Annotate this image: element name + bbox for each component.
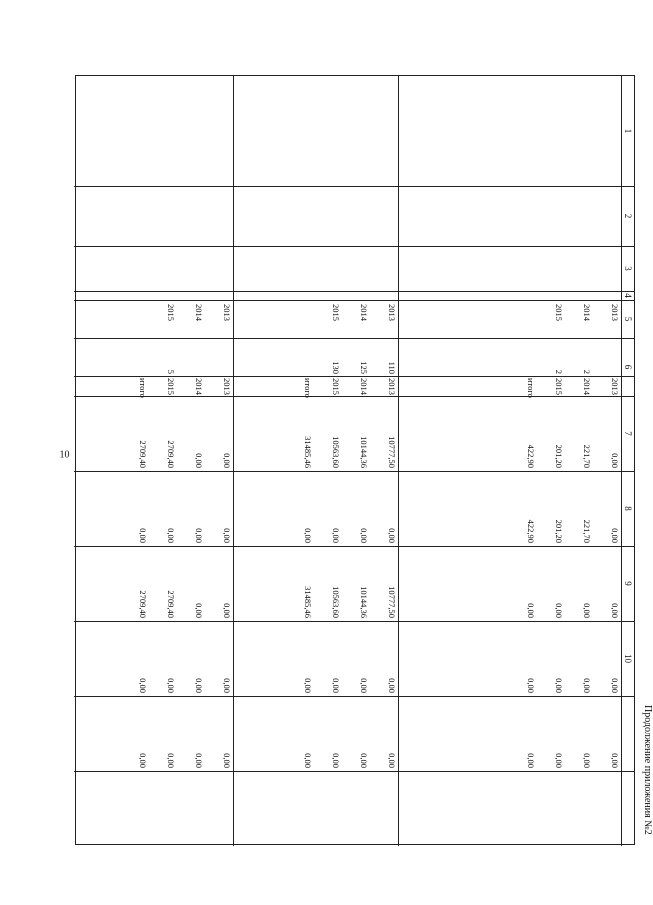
period-cell: 2013 [610, 378, 620, 395]
header-cell: 10 [623, 654, 633, 663]
value-cell: 0,00 [222, 453, 232, 468]
year-cell: 2015 [331, 304, 341, 321]
count-cell: 130 [331, 361, 341, 374]
value-cell: 0,00 [610, 753, 620, 768]
value-cell: 0,00 [387, 528, 397, 543]
period-cell: 2015 [166, 378, 176, 395]
value-cell: 10563,60 [331, 436, 341, 468]
header-cell: 1 [623, 128, 633, 134]
value-cell: 0,00 [526, 678, 536, 693]
value-cell: 0,00 [359, 753, 369, 768]
value-cell: 0,00 [331, 753, 341, 768]
value-cell: 10563,60 [331, 586, 341, 618]
value-cell: 0,00 [138, 678, 148, 693]
year-cell: 2014 [582, 304, 592, 321]
value-cell: 0,00 [222, 603, 232, 618]
year-cell: 2014 [359, 304, 369, 321]
value-cell: 422,90 [526, 519, 536, 543]
value-cell: 31485,46 [303, 586, 313, 618]
value-cell: 0,00 [303, 528, 313, 543]
value-cell: 0,00 [194, 453, 204, 468]
year-cell: 2013 [610, 304, 620, 321]
header-row-line [621, 76, 622, 846]
budget-table [75, 75, 635, 845]
value-cell: 2709,40 [138, 590, 148, 618]
value-cell: 0,00 [138, 753, 148, 768]
value-cell: 0,00 [359, 678, 369, 693]
value-cell: 0,00 [610, 453, 620, 468]
count-cell: 2 [582, 369, 592, 374]
value-cell: 0,00 [194, 678, 204, 693]
period-cell: 2015 [554, 378, 564, 395]
value-cell: 0,00 [222, 678, 232, 693]
row-separator [233, 76, 234, 846]
header-cell: 2 [623, 213, 633, 219]
value-cell: 0,00 [303, 678, 313, 693]
value-cell: 0,00 [610, 528, 620, 543]
header-cell: 5 [623, 316, 633, 322]
period-cell: итого [138, 378, 148, 398]
value-cell: 2709,40 [166, 440, 176, 468]
count-cell: 2 [554, 369, 564, 374]
value-cell: 10777,50 [387, 436, 397, 468]
period-cell: 2013 [222, 378, 232, 395]
value-cell: 0,00 [194, 753, 204, 768]
value-cell: 31485,46 [303, 436, 313, 468]
page-number: 10 [59, 449, 70, 461]
value-cell: 0,00 [194, 603, 204, 618]
value-cell: 0,00 [222, 753, 232, 768]
rotated-table-area [59, 75, 653, 845]
header-cell: 7 [623, 431, 633, 436]
period-cell: итого [526, 378, 536, 398]
year-cell: 2015 [554, 304, 564, 321]
year-cell: 2015 [166, 304, 176, 321]
value-cell: 0,00 [582, 753, 592, 768]
value-cell: 221,70 [582, 444, 592, 468]
year-cell: 2013 [222, 304, 232, 321]
header-cell: 4 [623, 293, 633, 298]
value-cell: 422,90 [526, 444, 536, 468]
year-cell: 2014 [194, 304, 204, 321]
value-cell: 0,00 [526, 753, 536, 768]
value-cell: 0,00 [554, 753, 564, 768]
caption: Продолжение приложения №2 [642, 705, 653, 835]
header-cell: 8 [623, 506, 633, 511]
value-cell: 0,00 [554, 678, 564, 693]
value-cell: 0,00 [331, 528, 341, 543]
value-cell: 201,20 [554, 444, 564, 468]
period-cell: 2013 [387, 378, 397, 395]
value-cell: 0,00 [359, 528, 369, 543]
header-cell: 9 [623, 581, 633, 586]
value-cell: 0,00 [582, 603, 592, 618]
header-cell: 3 [623, 266, 633, 271]
value-cell: 0,00 [222, 528, 232, 543]
value-cell: 221,70 [582, 519, 592, 543]
value-cell: 0,00 [610, 678, 620, 693]
value-cell: 0,00 [331, 678, 341, 693]
value-cell: 0,00 [387, 678, 397, 693]
count-cell: 5 [166, 369, 176, 374]
value-cell: 0,00 [582, 678, 592, 693]
value-cell: 10777,50 [387, 586, 397, 618]
value-cell: 0,00 [303, 753, 313, 768]
header-cell: 6 [623, 364, 633, 370]
value-cell: 0,00 [554, 603, 564, 618]
period-cell: 2015 [331, 378, 341, 395]
value-cell: 201,20 [554, 519, 564, 543]
row-separator [398, 76, 399, 846]
value-cell: 0,00 [166, 528, 176, 543]
value-cell: 0,00 [387, 753, 397, 768]
count-cell: 110 [387, 361, 397, 374]
year-cell: 2013 [387, 304, 397, 321]
period-cell: 2014 [194, 378, 204, 395]
value-cell: 0,00 [166, 678, 176, 693]
value-cell: 10144,36 [359, 586, 369, 618]
value-cell: 0,00 [194, 528, 204, 543]
value-cell: 0,00 [610, 603, 620, 618]
period-cell: 2014 [359, 378, 369, 395]
value-cell: 10144,36 [359, 436, 369, 468]
period-cell: итого [303, 378, 313, 398]
period-cell: 2014 [582, 378, 592, 395]
value-cell: 2709,40 [138, 440, 148, 468]
count-cell: 125 [359, 361, 369, 374]
value-cell: 0,00 [138, 528, 148, 543]
value-cell: 0,00 [166, 753, 176, 768]
value-cell: 0,00 [526, 603, 536, 618]
value-cell: 2709,40 [166, 590, 176, 618]
